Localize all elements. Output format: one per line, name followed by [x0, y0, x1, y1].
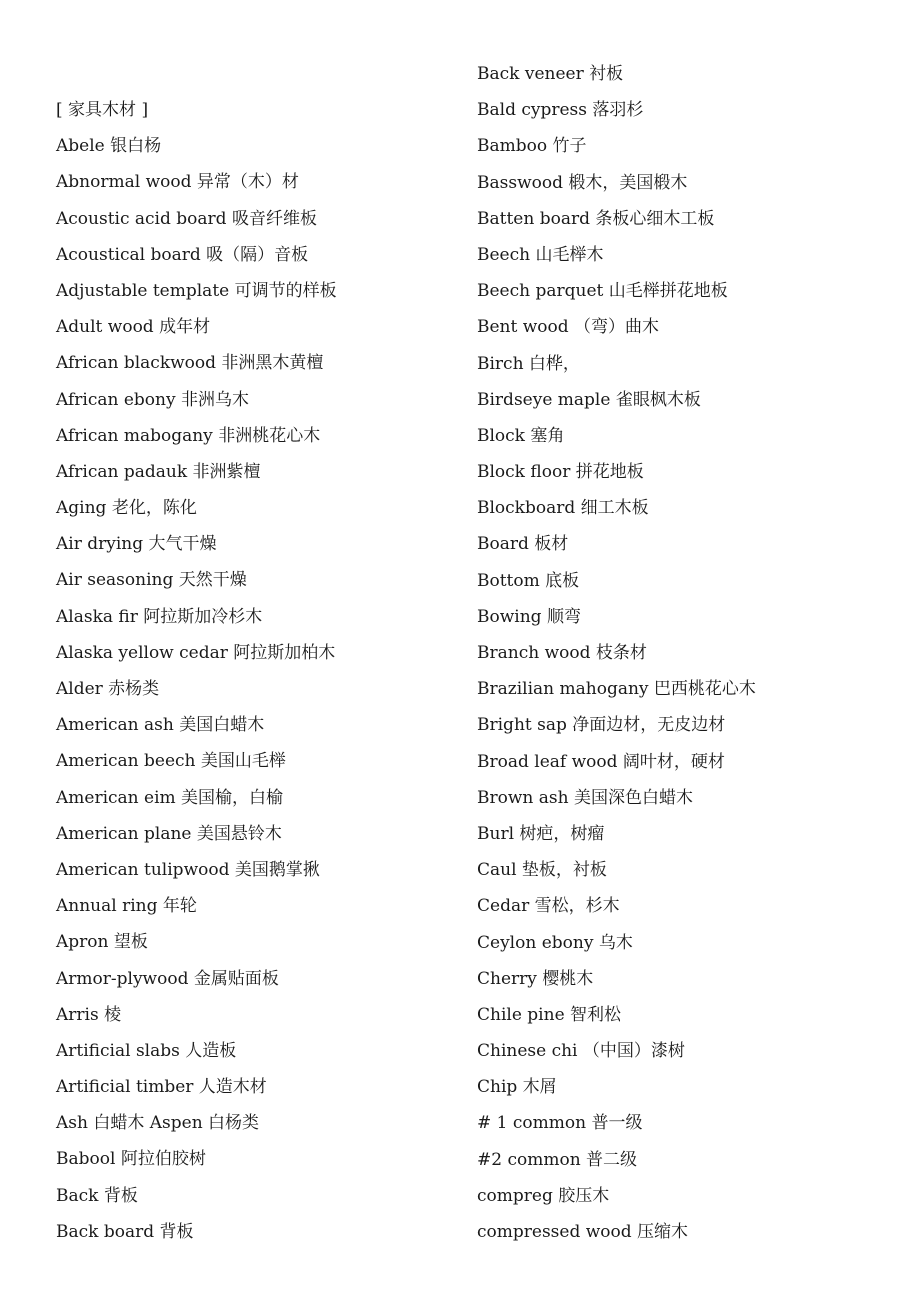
glossary-left-column [56, 92, 456, 1250]
glossary-entry: Ash 白蜡木 Aspen 白杨类 [56, 1113, 260, 1134]
glossary-entry: compressed wood 压缩木 [477, 1222, 689, 1242]
glossary-entry: Birdseye maple 雀眼枫木板 [477, 389, 701, 410]
glossary-entry: Alaska fir 阿拉斯加冷杉木 [56, 606, 263, 627]
glossary-entry: Basswood 椴木，美国椴木 [477, 172, 688, 193]
glossary-entry: Abnormal wood 异常（木）材 [56, 172, 299, 193]
glossary-entry: Artificial timber 人造木材 [56, 1077, 267, 1098]
glossary-entry: American tulipwood 美国鹅掌揪 [56, 859, 320, 880]
glossary-entry: Ceylon ebony 乌木 [477, 932, 633, 953]
glossary-entry: Adult wood 成年材 [56, 317, 211, 338]
glossary-entry: Block 塞角 [477, 425, 565, 446]
glossary-entry: Acoustic acid board 吸音纤维板 [56, 208, 317, 229]
glossary-entry: Apron 望板 [56, 932, 148, 953]
glossary-entry: Brazilian mahogany 巴西桃花心木 [477, 679, 756, 700]
glossary-entry: Blockboard 细工木板 [477, 498, 649, 519]
glossary-entry: African blackwood 非洲黑木黄檀 [56, 353, 324, 374]
glossary-entry: Beech parquet 山毛榉拼花地板 [477, 281, 728, 302]
glossary-entry: Birch 白桦， [477, 353, 580, 374]
glossary-entry: Annual ring 年轮 [56, 896, 197, 917]
glossary-entry: #2 common 普二级 [477, 1149, 638, 1170]
glossary-entry: Bottom 底板 [477, 570, 580, 591]
glossary-entry: Brown ash 美国深色白蜡木 [477, 787, 693, 808]
glossary-right-column [477, 56, 897, 1250]
glossary-entry: Armor-plywood 金属贴面板 [56, 968, 279, 989]
glossary-entry: Bowing 顺弯 [477, 606, 581, 627]
glossary-entry: Broad leaf wood 阔叶材，硬材 [477, 751, 725, 772]
glossary-entry: [ 家具木材 ] [56, 100, 149, 120]
glossary-entry: Adjustable template 可调节的样板 [56, 280, 337, 301]
glossary-entry: Artificial slabs 人造板 [56, 1040, 237, 1061]
glossary-entry: Block floor 拼花地板 [477, 462, 644, 483]
glossary-entry: Babool 阿拉伯胶树 [56, 1149, 206, 1170]
glossary-entry: Board 板材 [477, 534, 569, 555]
glossary-entry: compreg 胶压木 [477, 1185, 610, 1206]
glossary-entry: Arris 棱 [56, 1004, 122, 1025]
glossary-entry: American beech 美国山毛榉 [56, 751, 286, 772]
glossary-entry: African padauk 非洲紫檀 [56, 461, 261, 482]
glossary-entry: Chile pine 智利松 [477, 1004, 622, 1025]
glossary-entry: African mabogany 非洲桃花心木 [56, 425, 321, 446]
glossary-entry: Alaska yellow cedar 阿拉斯加柏木 [56, 642, 336, 663]
glossary-entry: American ash 美国白蜡木 [56, 715, 265, 736]
glossary-entry: Back board 背板 [56, 1221, 194, 1242]
glossary-entry: Bright sap 净面边材，无皮边材 [477, 715, 726, 736]
glossary-entry: Air drying 大气干燥 [56, 534, 217, 555]
glossary-entry: Alder 赤杨类 [56, 679, 160, 699]
glossary-entry: Beech 山毛榉木 [477, 244, 604, 265]
glossary-entry: Bent wood （弯）曲木 [477, 317, 660, 338]
glossary-entry: Burl 树疤，树瘤 [477, 823, 605, 844]
glossary-entry: Back veneer 衬板 [477, 64, 624, 84]
glossary-entry: Aging 老化，陈化 [56, 498, 197, 519]
glossary-entry: African ebony 非洲乌木 [56, 389, 249, 410]
glossary-entry: Cedar 雪松，杉木 [477, 896, 620, 917]
glossary-entry: Bald cypress 落羽杉 [477, 100, 644, 121]
glossary-entry: Back 背板 [56, 1185, 138, 1206]
glossary-entry: Abele 银白杨 [56, 136, 162, 157]
glossary-entry: American eim 美国榆，白榆 [56, 787, 284, 808]
glossary-entry: Acoustical board 吸（隔）音板 [56, 244, 309, 265]
glossary-entry: Air seasoning 天然干燥 [56, 570, 247, 591]
glossary-entry: Chinese chi （中国）漆树 [477, 1041, 685, 1062]
glossary-entry: Caul 垫板，衬板 [477, 860, 607, 881]
glossary-entry: Branch wood 枝条材 [477, 643, 647, 663]
glossary-entry: # 1 common 普一级 [477, 1113, 643, 1134]
glossary-entry: Cherry 樱桃木 [477, 968, 594, 989]
glossary-entry: Batten board 条板心细木工板 [477, 208, 715, 229]
glossary-entry: American plane 美国悬铃木 [56, 823, 282, 844]
glossary-entry: Chip 木屑 [477, 1077, 557, 1098]
glossary-entry: Bamboo 竹子 [477, 136, 587, 157]
